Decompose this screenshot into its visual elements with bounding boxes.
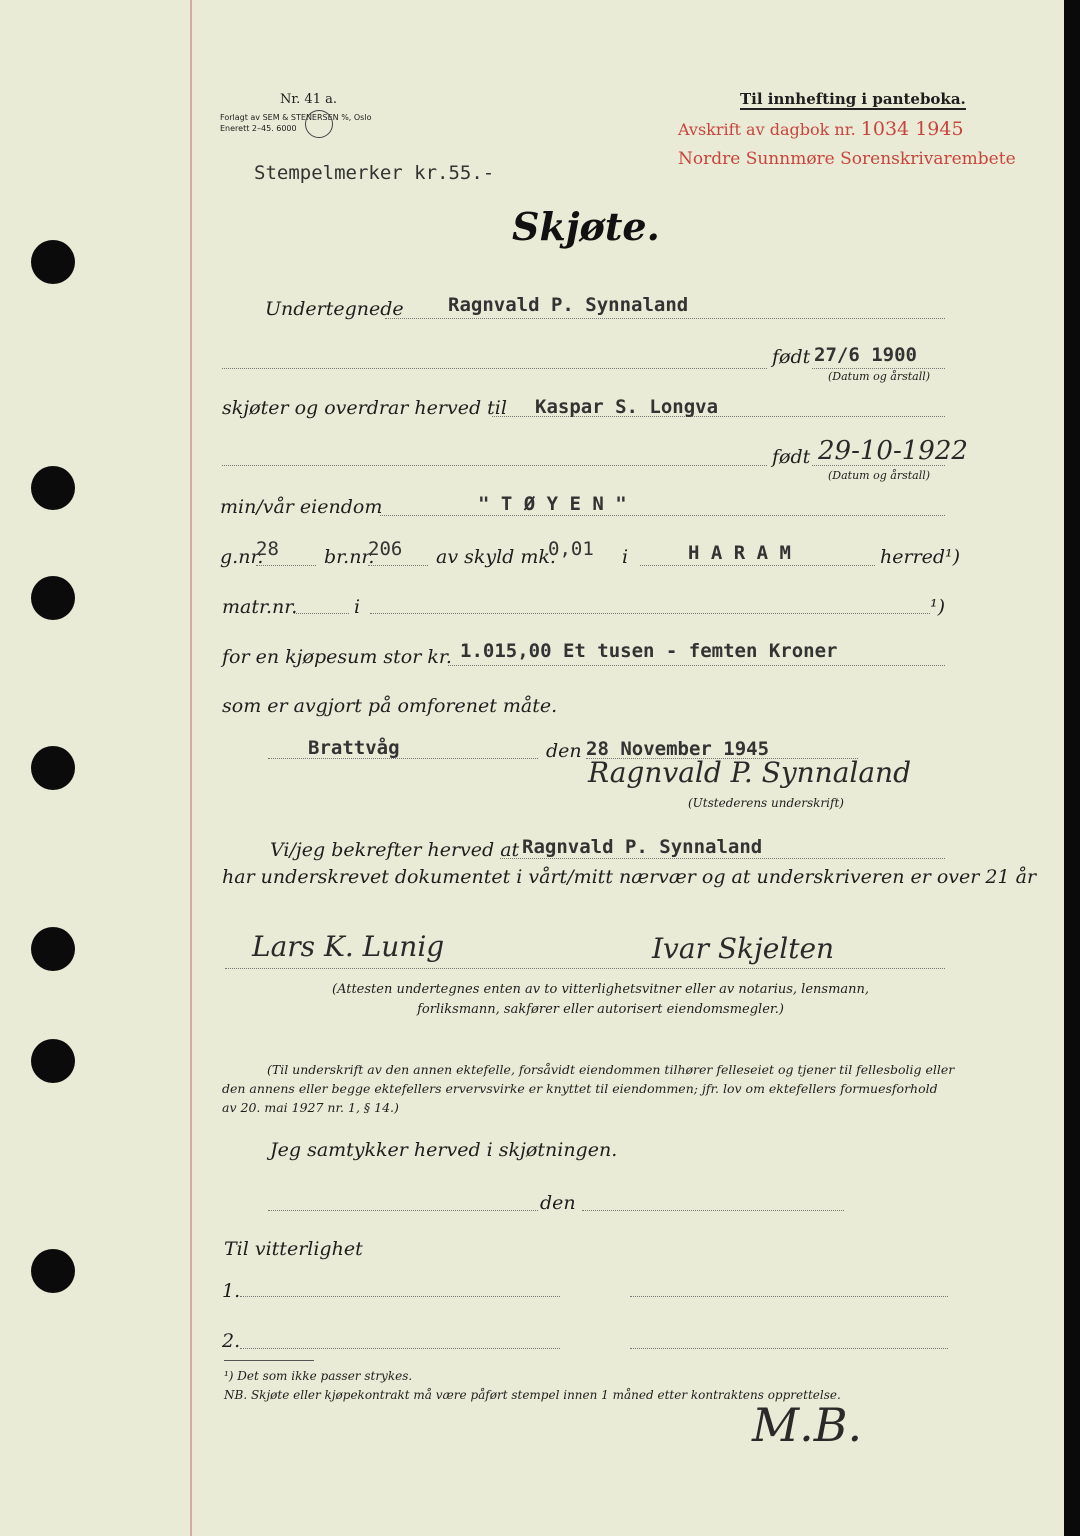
- underline: [582, 1210, 844, 1211]
- underline: [385, 318, 945, 319]
- underline: [222, 368, 767, 369]
- form-number: Nr. 41 a.: [280, 92, 337, 107]
- label-transfers: skjøter og overdrar herved til: [222, 397, 507, 419]
- value-price: 1.015,00 Et tusen - femten Kroner: [460, 640, 838, 662]
- label-in: i: [622, 546, 629, 568]
- stamp-diary-line: Avskrift av dagbok nr. 1034 1945: [678, 118, 964, 140]
- footnotes: ¹) Det som ikke passer strykes. NB. Skjøte eller kjøpekontrakt må være påført stempel innen 1 måned etter kontraktens opprettelse.: [224, 1369, 841, 1402]
- date-hint-2: (Datum og årstall): [828, 469, 931, 482]
- underline: [368, 565, 428, 566]
- underline: [630, 1348, 948, 1349]
- scan-edge: [1064, 0, 1080, 1536]
- red-initials: M.B.: [752, 1398, 863, 1452]
- label-in-2: i: [354, 596, 361, 618]
- underline: [268, 758, 538, 759]
- publisher-logo: [305, 110, 333, 138]
- value-gnr: 28: [256, 538, 279, 560]
- value-seller-born: 27/6 1900: [814, 344, 917, 366]
- underline: [256, 565, 316, 566]
- label-brnr: br.nr.: [324, 546, 375, 568]
- punch-hole: [31, 927, 75, 971]
- label-witnessing: Til vitterlighet: [224, 1238, 363, 1260]
- label-matrnr: matr.nr.: [222, 596, 298, 618]
- value-property-name: " T Ø Y E N ": [478, 493, 627, 515]
- punch-hole: [31, 576, 75, 620]
- label-property: min/vår eiendom: [220, 496, 383, 518]
- underline: [640, 565, 875, 566]
- witness-signature-2: Ivar Skjelten: [652, 932, 835, 965]
- label-price: for en kjøpesum stor kr.: [222, 646, 452, 668]
- witness-line-1: 1.: [222, 1280, 241, 1302]
- value-seller: Ragnvald P. Synnaland: [448, 294, 689, 316]
- underline: [240, 1296, 560, 1297]
- underline: [380, 515, 945, 516]
- underline: [222, 465, 767, 466]
- underline: [630, 1296, 948, 1297]
- witness-line-2: 2.: [222, 1330, 241, 1352]
- label-confirm: Vi/jeg bekrefter herved at: [270, 839, 520, 861]
- label-born-2: født: [772, 446, 811, 468]
- label-undersigned: Undertegnede: [265, 298, 404, 320]
- underline: [448, 665, 945, 666]
- value-confirmed-signer: Ragnvald P. Synnaland: [522, 836, 763, 858]
- underline: [225, 968, 945, 969]
- punch-hole: [31, 1039, 75, 1083]
- value-place: Brattvåg: [308, 737, 400, 759]
- label-gnr: g.nr.: [220, 546, 264, 568]
- witness-signature-1: Lars K. Lunig: [252, 930, 445, 963]
- footnote-mark: ¹): [930, 596, 946, 618]
- header-title: Til innhefting i panteboka.: [740, 90, 966, 108]
- publisher-info: Forlagt av SEM & STENERSEN %, Oslo Enerett 2–45. 6000: [220, 113, 372, 133]
- label-born: født: [772, 346, 811, 368]
- value-skyld: 0,01: [548, 538, 594, 560]
- label-date: den: [546, 740, 582, 762]
- stamp-office: Nordre Sunnmøre Sorenskrivarembete: [678, 149, 1016, 169]
- label-date-2: den: [540, 1192, 576, 1214]
- punch-hole: [31, 240, 75, 284]
- document-title: Skjøte.: [512, 204, 660, 249]
- value-buyer: Kaspar S. Longva: [535, 396, 719, 418]
- date-hint: (Datum og årstall): [828, 370, 931, 383]
- label-consent: Jeg samtykker herved i skjøtningen.: [270, 1139, 618, 1161]
- punch-hole: [31, 466, 75, 510]
- issuer-signature-label: (Utstederens underskrift): [688, 796, 844, 810]
- value-date: 28 November 1945: [586, 738, 770, 760]
- attestation-note: (Attesten undertegnes enten av to vitterlighetsvitner eller av notarius, lensmann, forliksmann, sakfører eller autorisert eiendomsmegler.): [332, 982, 870, 1017]
- underline: [500, 858, 945, 859]
- margin-line: [190, 0, 192, 1536]
- stamp-marks: Stempelmerker kr.55.-: [254, 162, 495, 184]
- punch-hole: [31, 746, 75, 790]
- value-buyer-born: 29-10-1922: [818, 436, 968, 466]
- underline: [240, 1348, 560, 1349]
- footnote-divider: [224, 1360, 314, 1361]
- underline: [812, 368, 945, 369]
- punch-hole: [31, 1249, 75, 1293]
- underline: [812, 465, 945, 466]
- underline: [268, 1210, 538, 1211]
- label-district: herred¹): [880, 546, 961, 568]
- issuer-signature: Ragnvald P. Synnaland: [588, 756, 911, 789]
- label-settled: som er avgjort på omforenet måte.: [222, 695, 558, 717]
- underline: [370, 613, 930, 614]
- label-skyld: av skyld mk.: [436, 546, 556, 568]
- value-municipality: H A R A M: [688, 542, 791, 564]
- underline: [294, 613, 349, 614]
- spouse-note: (Til underskrift av den annen ektefelle, forsåvidt eiendommen tilhører felleseiet og tjener til fellesbolig eller den annens eller begge ektefellers ervervsvirke er knyttet til eiendommen; jfr. lov om ektefellers formuesforhold av 20. mai 1927 nr. 1, § 14.): [222, 1062, 955, 1115]
- value-brnr: 206: [368, 538, 403, 560]
- label-signed-presence: har underskrevet dokumentet i vårt/mitt nærvær og at underskriveren er over 21 år: [222, 866, 1037, 888]
